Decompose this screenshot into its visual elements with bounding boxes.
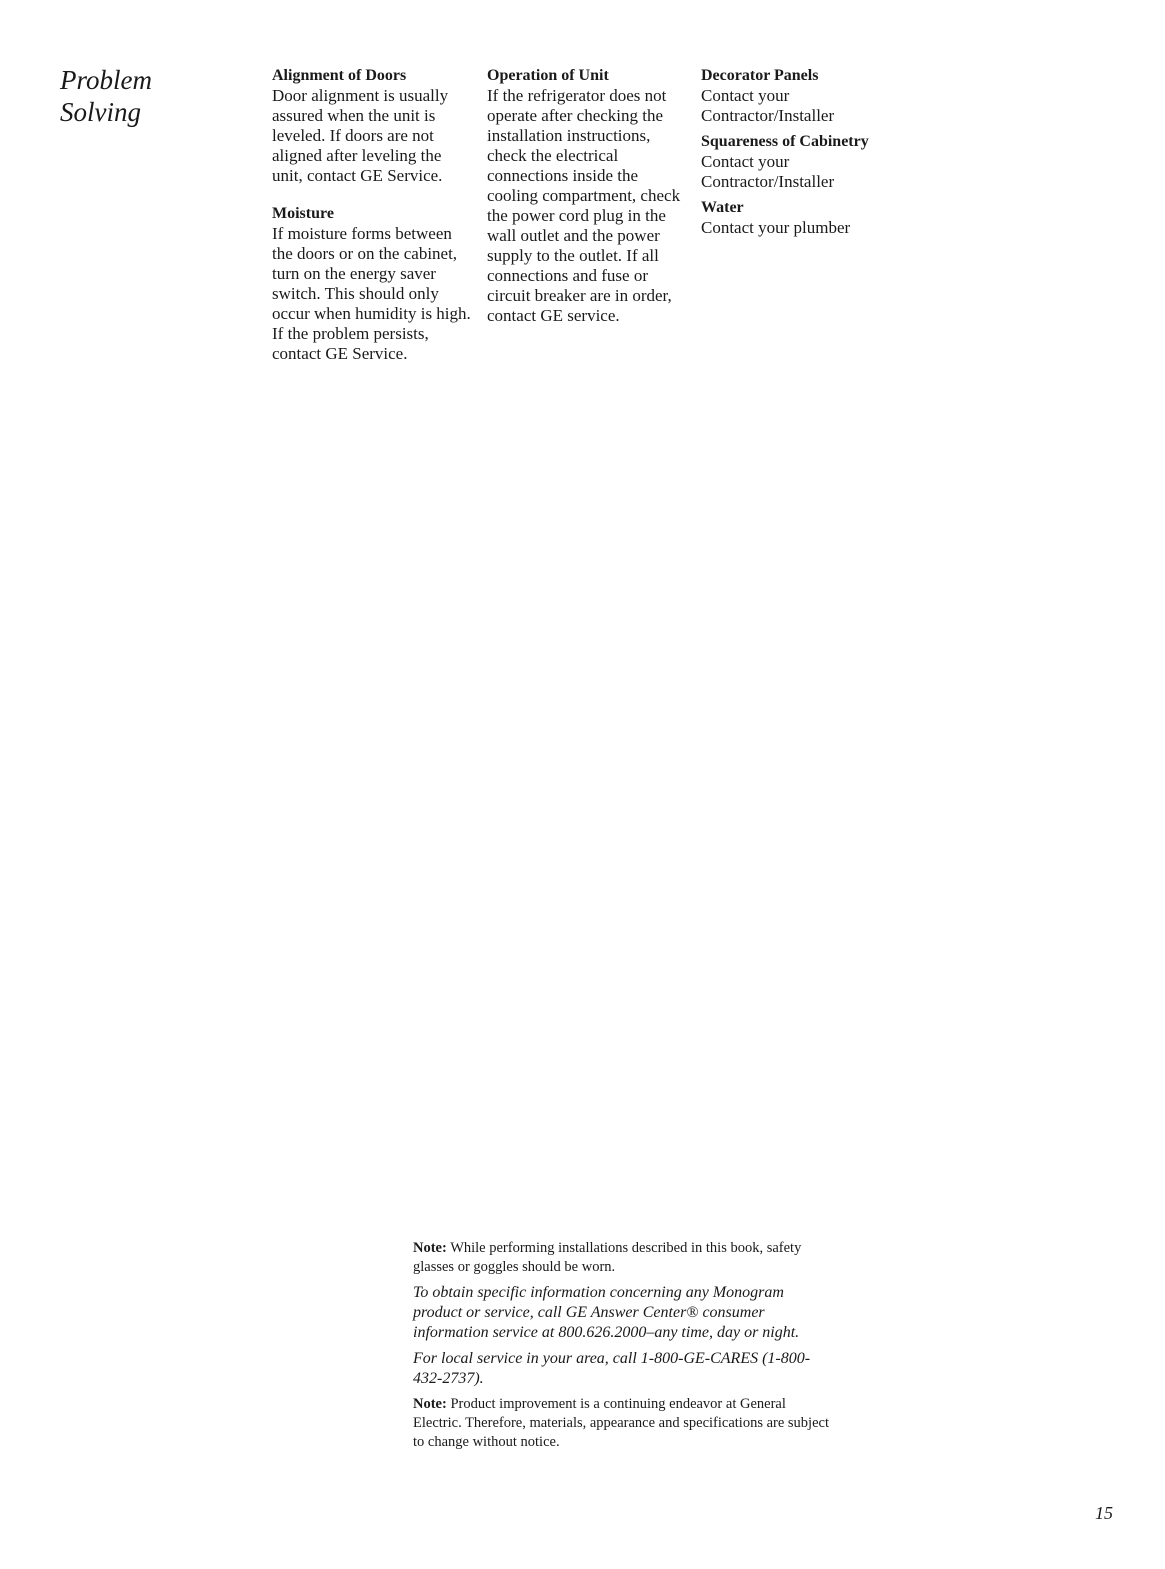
improvement-note-text: Product improvement is a continuing endeavor at General Electric. Therefore, materials, appearance and specifications are subject to change without notice. xyxy=(413,1396,829,1450)
moisture-section xyxy=(272,204,472,364)
column-1 xyxy=(272,66,472,364)
moisture-text: If moisture forms between the doors or on the cabinet, turn on the energy saver switch. This should only occur when humidity is high. If the problem persists, contact GE Service. xyxy=(272,224,471,363)
water-text: Contact your plumber xyxy=(701,218,851,237)
section-title xyxy=(60,64,240,128)
decorator-panels-section xyxy=(701,66,901,126)
operation-of-unit-heading: Operation of Unit xyxy=(487,67,609,84)
answer-center-info: To obtain specific information concerning any Monogram product or service, call GE Answer Center® consumer information service at 800.626.2000–any time, day or night. xyxy=(413,1284,800,1341)
decorator-panels-heading: Decorator Panels xyxy=(701,67,819,84)
squareness-section xyxy=(701,132,901,192)
alignment-of-doors-section xyxy=(272,66,472,186)
alignment-of-doors-text: Door alignment is usually assured when the unit is leveled. If doors are not aligned after leveling the unit, contact GE Service. xyxy=(272,86,449,185)
safety-note-label: Note: xyxy=(413,1240,447,1256)
decorator-panels-text: Contact your Contractor/Installer xyxy=(701,86,835,125)
safety-note-text: While performing installations described in this book, safety glasses or goggles should be worn. xyxy=(413,1240,802,1275)
column-2 xyxy=(487,66,687,326)
page-number: 15 xyxy=(1095,1503,1113,1523)
improvement-note xyxy=(413,1395,833,1452)
section-title-line-1: Problem xyxy=(60,65,152,95)
safety-note xyxy=(413,1239,833,1277)
operation-of-unit-text: If the refrigerator does not operate after checking the installation instructions, check the electrical connections inside the cooling compartment, check the power cord plug in the wall outlet and the power supply to the outlet. If all connections and fuse or circuit breaker are in order, contact GE service. xyxy=(487,86,681,325)
operation-of-unit-section xyxy=(487,66,687,326)
section-title-line-2: Solving xyxy=(60,97,141,127)
squareness-text: Contact your Contractor/Installer xyxy=(701,152,835,191)
water-section xyxy=(701,198,901,238)
improvement-note-label: Note: xyxy=(413,1396,447,1412)
squareness-heading: Squareness of Cabinetry xyxy=(701,133,869,150)
column-3 xyxy=(701,66,901,238)
water-heading: Water xyxy=(701,199,744,216)
local-service-info: For local service in your area, call 1-800-GE-CARES (1-800-432-2737). xyxy=(413,1350,811,1387)
moisture-heading: Moisture xyxy=(272,205,334,222)
notes-block xyxy=(413,1239,833,1458)
alignment-of-doors-heading: Alignment of Doors xyxy=(272,67,407,84)
